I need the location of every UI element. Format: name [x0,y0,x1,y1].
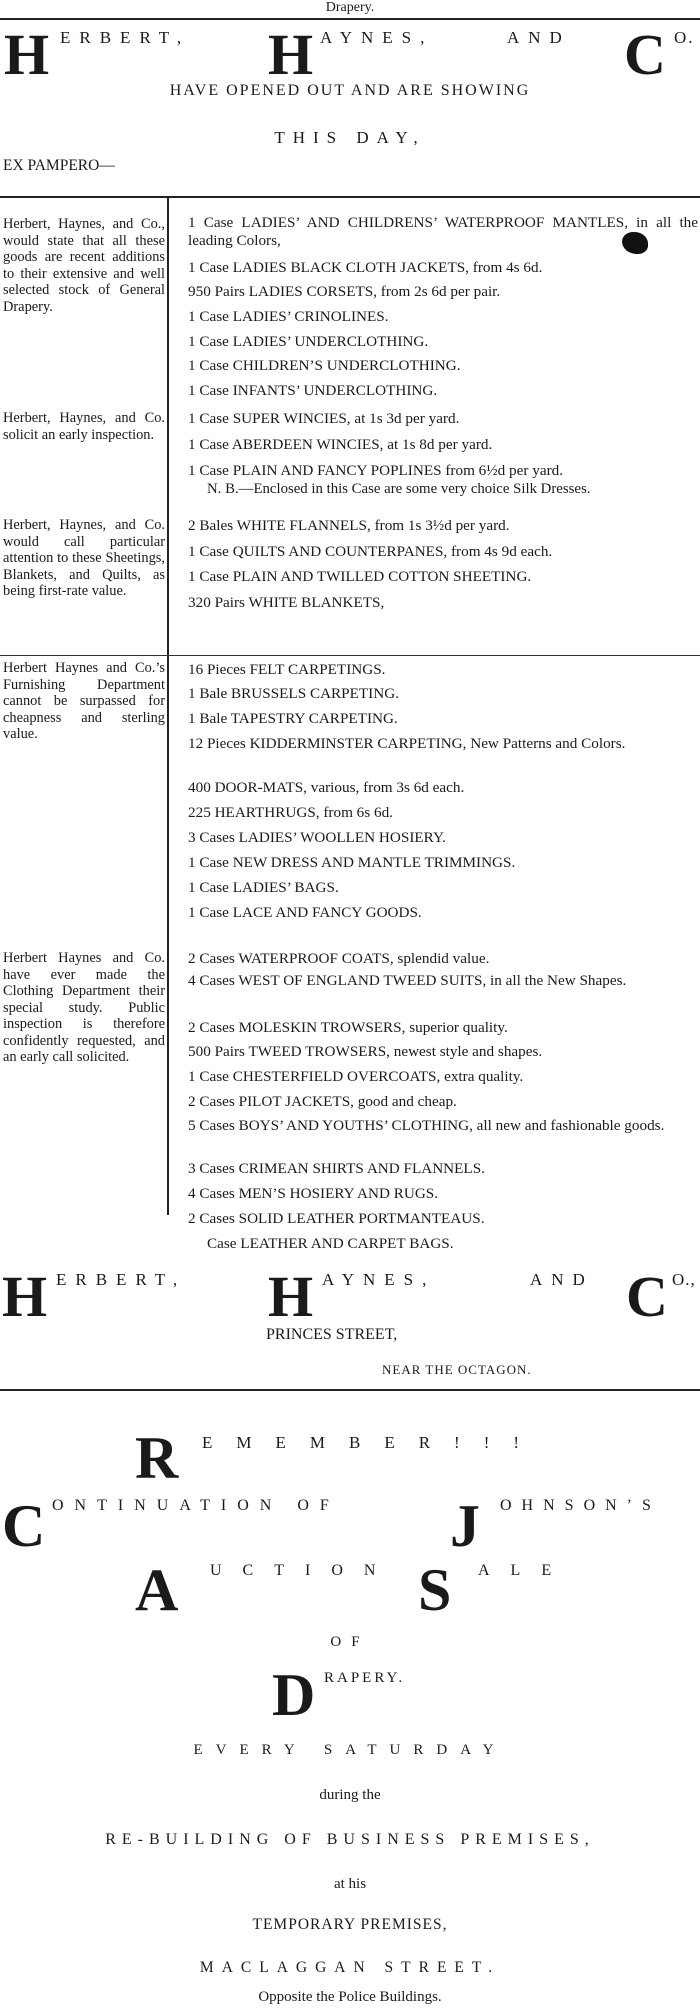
initial-h1: H [4,22,50,87]
list-item: 2 Cases PILOT JACKETS, good and cheap. [188,1093,457,1110]
top-rule [0,18,700,20]
initial-h2: H [268,1264,314,1329]
at-his-text: at his [333,1876,367,1892]
of-text: OF [330,1634,370,1650]
section-label: Drapery. [325,0,375,15]
opposite-text: Opposite the Police Buildings. [258,1989,442,2005]
list-item: 1 Case PLAIN AND FANCY POPLINES from 6½d per yard. [188,462,564,479]
initial-j: J [450,1493,480,1559]
this-day-line: THIS DAY, [274,128,426,147]
list-item: 16 Pieces FELT CARPETINGS. [188,661,386,678]
initial-c: C [624,22,666,87]
list-item: 1 Case SUPER WINCIES, at 1s 3d per yard. [188,410,460,427]
divider-3 [0,655,700,656]
list-item: 5 Cases BOYS’ AND YOUTHS’ CLOTHING, all new and fashionable goods. [188,1117,665,1134]
initial-d: D [272,1662,316,1728]
list-item: 225 HEARTHRUGS, from 6s 6d. [188,804,393,821]
list-item: 1 Case PLAIN AND TWILLED COTTON SHEETING. [188,568,532,585]
list-item: 3 Cases LADIES’ WOOLLEN HOSIERY. [188,829,446,846]
auction-text: UCTION [210,1562,397,1579]
temporary-premises: TEMPORARY PREMISES, [252,1916,448,1933]
drapery-text: RAPERY. [324,1670,406,1686]
initial-s: S [418,1557,452,1623]
remember-text: EMEMBER!!! [202,1433,544,1452]
list-item: 1 Case NEW DRESS AND MANTLE TRIMMINGS. [188,854,516,871]
list-item: 1 Case LADIES’ UNDERCLOTHING. [188,333,429,350]
maclaggan-street: MACLAGGAN STREET. [199,1959,501,1976]
initial-h2: H [268,22,314,87]
list-item: 4 Cases WEST OF ENGLAND TWEED SUITS, in all the New Shapes. [188,972,627,989]
every-saturday: EVERY SATURDAY [193,1742,507,1758]
list-item: 1 Case QUILTS AND COUNTERPANES, from 4s 9d each. [188,543,553,560]
list-item: 2 Cases SOLID LEATHER PORTMANTEAUS. [188,1210,485,1227]
column-divider [167,198,169,1215]
list-item: 2 Cases WATERPROOF COATS, splendid value. [188,950,490,967]
list-item: 500 Pairs TWEED TROWSERS, newest style and shapes. [188,1043,543,1060]
side-note-2: Herbert, Haynes, and Co. solicit an early inspection. [3,410,165,443]
list-item: 1 Case ABERDEEN WINCIES, at 1s 8d per yard. [188,436,493,453]
list-item: 12 Pieces KIDDERMINSTER CARPETING, New Patterns and Colors. [188,735,626,752]
side-note-5: Herbert Haynes and Co. have ever made the Clothing Department their special study. Public inspection is therefore confidently requested, and an early call solicited. [3,950,165,1065]
side-note-4: Herbert Haynes and Co.’s Furnishing Department cannot be surpassed for cheapness and sterling value. [3,660,165,742]
side-note-3: Herbert, Haynes, and Co. would call particular attention to these Sheetings, Blankets, and Quilts, as being first-rate value. [3,517,165,599]
list-item: 1 Case CHESTERFIELD OVERCOATS, extra quality. [188,1068,524,1085]
list-item: 1 Bale TAPESTRY CARPETING. [188,710,398,727]
side-note-1: Herbert, Haynes, and Co., would state that all these goods are recent additions to their extensive and well selected stock of General Drapery. [3,216,165,315]
list-item: 1 Case LACE AND FANCY GOODS. [188,904,422,921]
johnson-text: OHNSON’S [500,1497,661,1514]
address-near: NEAR THE OCTAGON. [382,1362,532,1377]
initial-a: A [135,1557,179,1623]
list-item: 1 Bale BRUSSELS CARPETING. [188,685,399,702]
initial-c: C [626,1264,668,1329]
list-item: 1 Case LADIES’ BAGS. [188,879,339,896]
during-text: during the [319,1787,381,1803]
list-item: 320 Pairs WHITE BLANKETS, [188,594,385,611]
continuation-text: ONTINUATION OF [52,1497,340,1514]
section-rule [0,196,700,198]
list-item: 1 Case INFANTS’ UNDERCLOTHING. [188,382,438,399]
ink-blot [622,232,648,254]
ex-pampero-line: EX PAMPERO— [3,157,115,174]
list-item: 1 Case LADIES’ CRINOLINES. [188,308,389,325]
rebuilding-text: RE-BUILDING OF BUSINESS PREMISES, [105,1831,595,1848]
list-item: Case LEATHER AND CARPET BAGS. [207,1235,454,1252]
list-item: 1 Case LADIES BLACK CLOTH JACKETS, from 4s 6d. [188,259,543,276]
list-item: 4 Cases MEN’S HOSIERY AND RUGS. [188,1185,439,1202]
opened-line: HAVE OPENED OUT AND ARE SHOWING [169,82,531,99]
list-item: 1 Case LADIES’ AND CHILDRENS’ WATERPROOF MANTLES, in all the leading Colors, [188,214,698,249]
list-item: 2 Cases MOLESKIN TROWSERS, superior quality. [188,1019,508,1036]
list-item: 400 DOOR-MATS, various, from 3s 6d each. [188,779,465,796]
initial-h1: H [2,1264,48,1329]
notice-rule [0,1389,700,1391]
note-line: N. B.—Enclosed in this Case are some very choice Silk Dresses. [207,481,591,497]
list-item: 3 Cases CRIMEAN SHIRTS AND FLANNELS. [188,1160,485,1177]
address-street: PRINCES STREET, [266,1326,398,1343]
initial-r: R [135,1425,179,1491]
list-item: 2 Bales WHITE FLANNELS, from 1s 3½d per yard. [188,517,510,534]
list-item: 950 Pairs LADIES CORSETS, from 2s 6d per pair. [188,283,501,300]
list-item: 1 Case CHILDREN’S UNDERCLOTHING. [188,357,461,374]
sale-text: ALE [478,1562,573,1579]
initial-c: C [2,1493,46,1559]
